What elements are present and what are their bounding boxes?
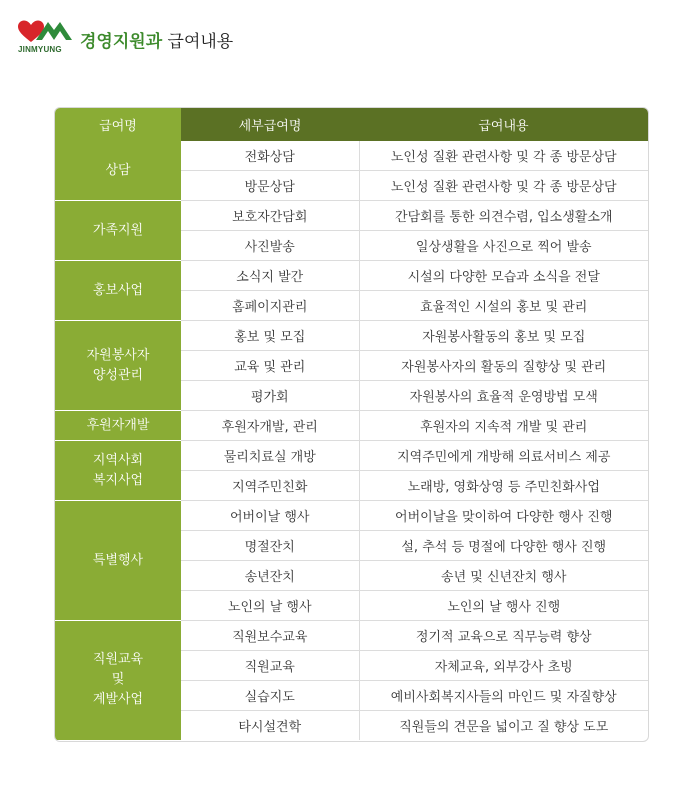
table-header-row [55,108,648,141]
content-cell: 노인의 날 행사 진행 [359,591,648,621]
detail-name-cell: 노인의 날 행사 [181,591,359,621]
page-header [18,14,233,54]
table-row [55,201,648,231]
content-cell: 직원들의 견문을 넓이고 질 향상 도모 [399,720,609,735]
content-cell: 후원자의 지속적 개발 및 관리 [359,411,648,441]
category-cell: 직원교육 및 계발사업 [55,621,181,741]
title-rest: 급여내용 [167,32,234,52]
content-cell: 효율적인 시설의 홍보 및 관리 [359,291,648,321]
content-cell: 간담회를 통한 의견수렴, 입소생활소개 [359,201,648,231]
category-cell: 자원봉사자 양성관리 [55,321,181,411]
detail-name-cell: 명절잔치 [181,531,359,561]
detail-name-cell: 후원자개발, 관리 [181,411,359,441]
content-cell: 송년 및 신년잔치 행사 [359,561,648,591]
title-accent: 경영지원과 [80,32,163,52]
detail-name-cell: 타시설견학 [181,711,359,741]
page-title [80,32,233,54]
content-cell: 정기적 교육으로 직무능력 향상 [359,621,648,651]
content-cell: 자원봉사자의 활동의 질향상 및 관리 [359,351,648,381]
detail-name-cell: 지역주민친화 [181,471,359,501]
detail-name-cell: 보호자간담회 [181,201,359,231]
table-row [55,441,648,471]
content-cell: 지역주민에게 개방해 의료서비스 제공 [359,441,648,471]
detail-name-cell: 홍보 및 모집 [181,321,359,351]
content-cell: 자원봉사활동의 홍보 및 모집 [359,321,648,351]
detail-name-cell: 교육 및 관리 [181,351,359,381]
table-row [55,411,648,441]
category-cell: 특별행사 [55,501,181,621]
detail-name-cell: 홈페이지관리 [181,291,359,321]
detail-name-cell: 소식지 발간 [181,261,359,291]
content-cell: 자체교육, 외부강사 초빙 [359,651,648,681]
content-cell: 자원봉사의 효율적 운영방법 모색 [359,381,648,411]
table-row [55,501,648,531]
header-detail-name: 세부급여명 [181,108,359,141]
detail-name-cell: 직원보수교육 [181,621,359,651]
table-row [55,141,648,171]
logo-text: JINMYUNG [18,45,62,54]
content-cell: 어버이날을 맞이하여 다양한 행사 진행 [359,501,648,531]
content-cell: 노래방, 영화상영 등 주민친화사업 [359,471,648,501]
m-mark-icon [34,18,74,42]
detail-name-cell: 어버이날 행사 [181,501,359,531]
category-cell: 지역사회 복지사업 [55,441,181,501]
detail-name-cell: 방문상담 [181,171,359,201]
detail-name-cell: 실습지도 [181,681,359,711]
content-cell: 예비사회복지사들의 마인드 및 자질향상 [359,681,648,711]
table-row [55,321,648,351]
detail-name-cell: 물리치료실 개방 [181,441,359,471]
benefit-table [54,107,649,742]
content-cell: 노인성 질환 관련사항 및 각 종 방문상담 [359,141,648,171]
category-cell: 가족지원 [55,201,181,261]
detail-name-cell: 평가회 [181,381,359,411]
detail-name-cell: 송년잔치 [181,561,359,591]
category-cell: 홍보사업 [55,261,181,321]
header-benefit-content: 급여내용 [359,108,648,141]
category-cell: 상담 [55,141,181,201]
content-cell: 설, 추석 등 명절에 다양한 행사 진행 [359,531,648,561]
detail-name-cell: 직원교육 [181,651,359,681]
content-cell: 시설의 다양한 모습과 소식을 전달 [359,261,648,291]
category-cell: 후원자개발 [55,411,181,441]
detail-name-cell: 사진발송 [181,231,359,261]
header-benefit-name: 급여명 [55,108,181,141]
detail-name-cell: 전화상담 [181,141,359,171]
content-cell: 노인성 질환 관련사항 및 각 종 방문상담 [359,171,648,201]
content-cell: 일상생활을 사진으로 찍어 발송 [359,231,648,261]
table-row [55,261,648,291]
table-row [55,621,648,651]
jinmyung-logo [18,18,74,54]
